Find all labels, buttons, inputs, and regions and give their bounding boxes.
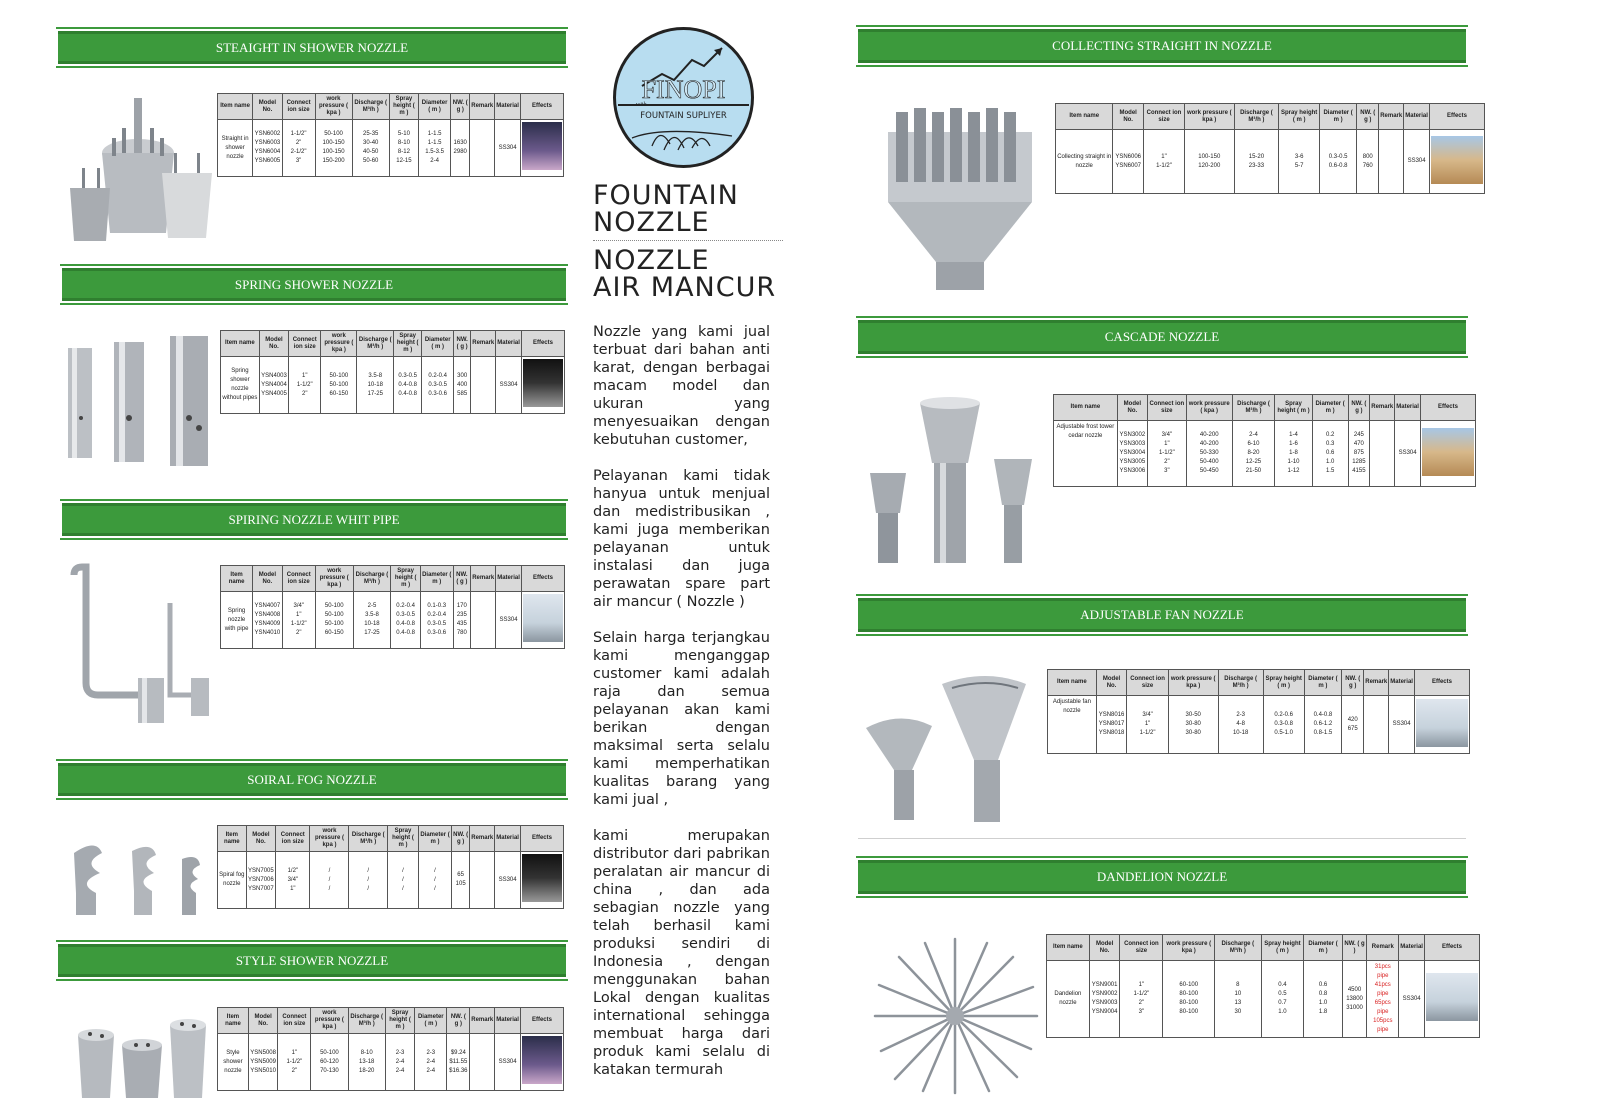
- product-photo: [862, 393, 1047, 571]
- spray-cell: 0.3-0.5 0.4-0.8 0.4-0.8: [394, 357, 422, 414]
- col-header: Remark: [471, 331, 496, 357]
- col-header: Material: [495, 94, 521, 120]
- col-header: Model No.: [1096, 670, 1127, 696]
- product-photo: [62, 823, 212, 921]
- col-header: Diameter ( m ): [418, 94, 450, 120]
- col-header: Spray height ( m ): [394, 331, 422, 357]
- col-header: Material: [495, 1008, 521, 1034]
- section-title: SOIRAL FOG NOZZLE: [247, 771, 377, 787]
- model-cell: YSN3002 YSN3003 YSN3004 YSN3005 YSN3006: [1117, 421, 1147, 487]
- connect-cell: 1" 1-1/2" 2" 3": [1120, 961, 1163, 1038]
- col-header: Remark: [1367, 935, 1399, 961]
- col-header: NW. ( g ): [452, 826, 470, 852]
- spray-cell: / / /: [388, 852, 419, 909]
- effect-thumbnail: [1416, 699, 1468, 747]
- logo: [612, 26, 755, 169]
- section-banner: [58, 763, 566, 796]
- effects-cell: [521, 357, 564, 414]
- col-header: work pressure ( kpa ): [1185, 104, 1234, 130]
- spray-cell: 3-6 5-7: [1279, 130, 1320, 194]
- section-title: DANDELION NOZZLE: [1096, 869, 1228, 884]
- col-header: Material: [1404, 104, 1430, 130]
- col-header: Effects: [1429, 104, 1484, 130]
- col-header: Connect ion size: [289, 331, 321, 357]
- page-subtitle-line2: AIR MANCUR: [593, 272, 777, 303]
- product-photo: [862, 670, 1044, 828]
- col-header: Diameter ( m ): [422, 331, 454, 357]
- connect-cell: 3/4" 1" 1-1/2" 2" 3": [1147, 421, 1186, 487]
- diameter-cell: 0.2-0.4 0.3-0.5 0.3-0.6: [422, 357, 454, 414]
- col-header: Discharge ( M³/h ): [1215, 935, 1261, 961]
- discharge-cell: 25-35 30-40 40-50 50-60: [352, 120, 389, 177]
- col-header: Material: [1395, 395, 1421, 421]
- product-photo: [62, 328, 214, 468]
- col-header: Item name: [1047, 935, 1090, 961]
- col-header: Discharge ( M³/h ): [352, 94, 389, 120]
- col-header: Model No.: [1117, 395, 1147, 421]
- col-header: Discharge ( M³/h ): [1218, 670, 1263, 696]
- table-row: [1054, 421, 1476, 487]
- col-header: NW. ( g ): [1357, 104, 1379, 130]
- section-title: COLLECTING STRAIGHT IN NOZZLE: [1052, 38, 1272, 53]
- col-header: Remark: [1379, 104, 1404, 130]
- col-header: Item name: [218, 94, 253, 120]
- spray-cell: 0.4 0.5 0.7 1.0: [1261, 961, 1304, 1038]
- col-header: Spray height ( m ): [1263, 670, 1304, 696]
- effects-cell: [1420, 421, 1475, 487]
- model-cell: YSN4003 YSN4004 YSN4005: [259, 357, 288, 414]
- col-header: Remark: [1370, 395, 1395, 421]
- col-header: work pressure ( kpa ): [315, 94, 352, 120]
- col-header: Diameter ( m ): [1319, 104, 1356, 130]
- spray-cell: 2-3 2-4 2-4: [385, 1034, 414, 1091]
- diameter-cell: 0.6 0.8 1.0 1.8: [1304, 961, 1342, 1038]
- item-name-cell: Style shower nozzle: [218, 1034, 249, 1091]
- nw-cell: 4500 13800 31000: [1342, 961, 1367, 1038]
- table-row: [221, 592, 565, 649]
- col-header: Spray height ( m ): [389, 94, 418, 120]
- section-banner: [58, 944, 566, 977]
- model-cell: YSN7005 YSN7006 YSN7007: [246, 852, 276, 909]
- col-header: Spray height ( m ): [1279, 104, 1320, 130]
- table-row: [218, 1034, 564, 1091]
- section-title: SPIRING NOZZLE WHIT PIPE: [228, 511, 400, 527]
- product-photo: [62, 93, 214, 245]
- section-banner: [58, 31, 566, 64]
- col-header: Material: [1389, 670, 1415, 696]
- section-banner: [62, 268, 566, 301]
- material-cell: SS304: [1389, 696, 1415, 754]
- effect-thumbnail: [523, 594, 563, 642]
- spec-table: [1055, 103, 1485, 194]
- col-header: Diameter ( m ): [1304, 935, 1342, 961]
- effects-cell: [1414, 696, 1469, 754]
- effect-thumbnail: [1426, 973, 1478, 1021]
- diameter-cell: 0.1-0.3 0.2-0.4 0.3-0.5 0.3-0.6: [421, 592, 454, 649]
- table-row: [218, 852, 564, 909]
- col-header: Discharge ( M³/h ): [1234, 104, 1279, 130]
- col-header: Discharge ( M³/h ): [349, 826, 388, 852]
- nw-cell: 1630 2980: [451, 120, 470, 177]
- col-header: Effects: [520, 826, 563, 852]
- col-header: Item name: [218, 1008, 249, 1034]
- effects-cell: [1429, 130, 1484, 194]
- effect-thumbnail: [522, 854, 562, 902]
- col-header: Remark: [470, 1008, 495, 1034]
- col-header: Effects: [520, 1008, 563, 1034]
- section-banner: [858, 598, 1466, 632]
- remark-cell: [471, 592, 496, 649]
- material-cell: SS304: [1399, 961, 1425, 1038]
- remark-cell: 31pcs pipe 41pcs pipe 65pcs pipe 105pcs pipe: [1367, 961, 1399, 1038]
- col-header: Diameter ( m ): [1312, 395, 1348, 421]
- col-header: work pressure ( kpa ): [310, 826, 349, 852]
- discharge-cell: 8 10 13 30: [1215, 961, 1261, 1038]
- col-header: Remark: [470, 826, 495, 852]
- spray-cell: 0.2-0.6 0.3-0.8 0.5-1.0: [1263, 696, 1304, 754]
- effect-thumbnail: [1422, 428, 1474, 476]
- diameter-cell: / / /: [418, 852, 451, 909]
- col-header: work pressure ( kpa ): [321, 331, 357, 357]
- col-header: Item name: [218, 826, 247, 852]
- pressure-cell: 50-100 100-150 100-150 150-200: [315, 120, 352, 177]
- col-header: Effects: [521, 566, 564, 592]
- section-title: ADJUSTABLE FAN NOZZLE: [1080, 607, 1244, 622]
- pressure-cell: 60-100 80-100 80-100 80-100: [1163, 961, 1215, 1038]
- col-header: Discharge ( M³/h ): [348, 1008, 385, 1034]
- col-header: NW. ( g ): [451, 94, 470, 120]
- col-header: Connect ion size: [282, 566, 315, 592]
- item-name-cell: Adjustable fan nozzle: [1048, 696, 1097, 754]
- col-header: NW. ( g ): [1348, 395, 1370, 421]
- diameter-cell: 0.2 0.3 0.6 1.0 1.5: [1312, 421, 1348, 487]
- col-header: Remark: [1364, 670, 1389, 696]
- material-cell: SS304: [496, 357, 522, 414]
- col-header: Model No.: [246, 826, 276, 852]
- spec-table: [1046, 934, 1480, 1038]
- spec-table: [220, 330, 565, 414]
- effects-cell: [1424, 961, 1479, 1038]
- discharge-cell: 8-10 13-18 18-20: [348, 1034, 385, 1091]
- pressure-cell: 100-150 120-200: [1185, 130, 1234, 194]
- nw-cell: 65 105: [452, 852, 470, 909]
- spec-table: [1053, 394, 1476, 487]
- col-header: Connect ion size: [1120, 935, 1163, 961]
- col-header: Discharge ( M³/h ): [357, 331, 394, 357]
- item-name-cell: Adjustable frost tower cedar nozzle: [1054, 421, 1118, 487]
- col-header: Model No.: [259, 331, 288, 357]
- pressure-cell: 40-200 40-200 50-330 50-400 50-450: [1186, 421, 1232, 487]
- diameter-cell: 0.4-0.8 0.6-1.2 0.8-1.5: [1304, 696, 1341, 754]
- item-name-cell: Dandelion nozzle: [1047, 961, 1090, 1038]
- col-header: Diameter ( m ): [421, 566, 454, 592]
- discharge-cell: 15-20 23-33: [1234, 130, 1279, 194]
- col-header: Item name: [221, 566, 253, 592]
- col-header: Item name: [1054, 395, 1118, 421]
- spray-cell: 5-10 8-10 8-12 12-15: [389, 120, 418, 177]
- section-title: CASCADE NOZZLE: [1104, 329, 1220, 344]
- col-header: Effects: [521, 331, 564, 357]
- remark-cell: [470, 1034, 495, 1091]
- remark-cell: [470, 852, 495, 909]
- effects-cell: [520, 120, 563, 177]
- col-header: work pressure ( kpa ): [1186, 395, 1232, 421]
- logo-tagline: FOUNTAIN SUPLIYER: [640, 111, 727, 121]
- item-name-cell: Spring shower nozzle without pipes: [221, 357, 260, 414]
- col-header: work pressure ( kpa ): [315, 566, 353, 592]
- model-cell: YSN5008 YSN5009 YSN5010: [248, 1034, 277, 1091]
- spray-cell: 0.2-0.4 0.3-0.5 0.4-0.8 0.4-0.8: [391, 592, 421, 649]
- spec-table: [217, 1007, 564, 1091]
- item-name-cell: Collecting straight in nozzle: [1056, 130, 1113, 194]
- col-header: Diameter ( m ): [415, 1008, 447, 1034]
- col-header: NW. ( g ): [1342, 670, 1364, 696]
- discharge-cell: 3.5-8 10-18 17-25: [357, 357, 394, 414]
- col-header: Model No.: [1113, 104, 1143, 130]
- effects-cell: [520, 1034, 563, 1091]
- pressure-cell: 50-100 50-100 50-100 60-150: [315, 592, 353, 649]
- spec-table: [217, 93, 564, 177]
- section-title: STEAIGHT IN SHOWER NOZZLE: [215, 39, 409, 55]
- col-header: Effects: [1420, 395, 1475, 421]
- discharge-cell: 2-3 4-8 10-18: [1218, 696, 1263, 754]
- col-header: Connect ion size: [1127, 670, 1169, 696]
- model-cell: YSN9001 YSN9002 YSN9003 YSN9004: [1089, 961, 1120, 1038]
- effects-cell: [520, 852, 563, 909]
- col-header: work pressure ( kpa ): [1168, 670, 1218, 696]
- remark-cell: [470, 120, 495, 177]
- col-header: Discharge ( M³/h ): [353, 566, 391, 592]
- spec-table: [217, 825, 564, 909]
- table-row: [221, 357, 565, 414]
- col-header: Model No.: [248, 1008, 277, 1034]
- col-header: Connect ion size: [1143, 104, 1184, 130]
- col-header: Item name: [1048, 670, 1097, 696]
- nw-cell: 245 470 875 1285 4155: [1348, 421, 1370, 487]
- col-header: Connect ion size: [1147, 395, 1186, 421]
- col-header: Material: [495, 826, 521, 852]
- section-banner: [858, 860, 1466, 894]
- col-header: Connect ion size: [282, 94, 315, 120]
- col-header: Connect ion size: [278, 1008, 311, 1034]
- col-header: NW. ( g ): [1342, 935, 1367, 961]
- material-cell: SS304: [495, 120, 521, 177]
- effect-thumbnail: [522, 122, 562, 170]
- col-header: Discharge ( M³/h ): [1232, 395, 1275, 421]
- remark-cell: [1379, 130, 1404, 194]
- section-banner: [858, 320, 1466, 354]
- connect-cell: 1" 1-1/2" 2": [289, 357, 321, 414]
- col-header: Spray height ( m ): [1275, 395, 1312, 421]
- product-photo: [66, 563, 216, 729]
- col-header: Model No.: [1089, 935, 1120, 961]
- remark-cell: [471, 357, 496, 414]
- col-header: Diameter ( m ): [1304, 670, 1341, 696]
- nw-cell: $9.24 $11.55 $16.36: [447, 1034, 470, 1091]
- material-cell: SS304: [495, 852, 521, 909]
- col-header: Spray height ( m ): [1261, 935, 1304, 961]
- paragraph: kami merupakan distributor dari pabrikan peralatan air mancur di china , dan ada sebagian nozzle yang telah berhasil kami produksi sendiri di Indonesia , dengan menggunakan bahan Lokal dengan kualitas international sehingga membuat harga dari produk kami selalu di katakan termurah: [593, 828, 770, 1078]
- col-header: Material: [496, 331, 522, 357]
- col-header: Spray height ( m ): [388, 826, 419, 852]
- model-cell: YSN6002 YSN6003 YSN6004 YSN6005: [253, 120, 282, 177]
- col-header: Remark: [470, 94, 495, 120]
- divider: [593, 240, 783, 241]
- product-photo: [880, 102, 1040, 292]
- col-header: Effects: [1414, 670, 1469, 696]
- spec-table: [220, 565, 565, 649]
- col-header: Material: [1399, 935, 1425, 961]
- material-cell: SS304: [495, 1034, 521, 1091]
- table-row: [218, 120, 564, 177]
- col-header: Material: [496, 566, 522, 592]
- connect-cell: 1" 1-1/2" 2": [278, 1034, 311, 1091]
- pressure-cell: 30-50 30-80 30-80: [1168, 696, 1218, 754]
- connect-cell: 1-1/2" 2" 2-1/2" 3": [282, 120, 315, 177]
- pressure-cell: 50-100 50-100 60-150: [321, 357, 357, 414]
- divider: [858, 838, 1466, 839]
- model-cell: YSN8016 YSN8017 YSN8018: [1096, 696, 1127, 754]
- col-header: Effects: [1424, 935, 1479, 961]
- page-title-line2: NOZZLE: [593, 207, 710, 238]
- col-header: work pressure ( kpa ): [311, 1008, 348, 1034]
- material-cell: SS304: [496, 592, 522, 649]
- table-row: [1056, 130, 1485, 194]
- section-title: STYLE SHOWER NOZZLE: [235, 952, 389, 968]
- remark-cell: [1364, 696, 1389, 754]
- section-title: SPRING SHOWER NOZZLE: [234, 276, 394, 292]
- diameter-cell: 1-1.5 1-1.5 1.5-3.5 2-4: [418, 120, 450, 177]
- page-title-line1: FOUNTAIN: [593, 180, 739, 211]
- section-banner: [858, 29, 1466, 63]
- pressure-cell: / / /: [310, 852, 349, 909]
- table-row: [1048, 696, 1470, 754]
- nw-cell: 420 675: [1342, 696, 1364, 754]
- col-header: work pressure ( kpa ): [1163, 935, 1215, 961]
- col-header: Model No.: [253, 94, 282, 120]
- model-cell: YSN4007 YSN4008 YSN4009 YSN4010: [253, 592, 282, 649]
- connect-cell: 3/4" 1" 1-1/2" 2": [282, 592, 315, 649]
- col-header: NW. ( g ): [447, 1008, 470, 1034]
- col-header: Spray height ( m ): [391, 566, 421, 592]
- model-cell: YSN6006 YSN6007: [1113, 130, 1143, 194]
- nw-cell: 800 760: [1357, 130, 1379, 194]
- nw-cell: 300 400 585: [454, 357, 471, 414]
- effect-thumbnail: [522, 1036, 562, 1084]
- connect-cell: 3/4" 1" 1-1/2": [1127, 696, 1169, 754]
- col-header: Effects: [520, 94, 563, 120]
- col-header: Item name: [221, 331, 260, 357]
- col-header: Spray height ( m ): [385, 1008, 414, 1034]
- col-header: Item name: [1056, 104, 1113, 130]
- table-row: [1047, 961, 1480, 1038]
- page-subtitle-line1: NOZZLE: [593, 245, 710, 276]
- connect-cell: 1/2" 3/4" 1": [276, 852, 310, 909]
- paragraph: Selain harga terjangkau kami menganggap customer kami adalah raja dan semua pelayanan akan kami berikan dengan maksimal serta selalu kami memperhatikan kualitas barang yang kami jual ,: [593, 630, 770, 808]
- discharge-cell: 2-5 3.5-8 10-18 17-25: [353, 592, 391, 649]
- remark-cell: [1370, 421, 1395, 487]
- col-header: NW. ( g ): [453, 566, 471, 592]
- description: [593, 323, 770, 1097]
- spec-table: [1047, 669, 1470, 754]
- item-name-cell: Straight in shower nozzle: [218, 120, 253, 177]
- item-name-cell: Spring nozzle with pipe: [221, 592, 253, 649]
- product-photo: [865, 933, 1045, 1099]
- effect-thumbnail: [1431, 136, 1483, 184]
- discharge-cell: 2-4 6-10 8-20 12-25 21-50: [1232, 421, 1275, 487]
- material-cell: SS304: [1395, 421, 1421, 487]
- diameter-cell: 0.3-0.5 0.6-0.8: [1319, 130, 1356, 194]
- pressure-cell: 50-100 60-120 70-130: [311, 1034, 348, 1091]
- nw-cell: 170 235 435 780: [453, 592, 471, 649]
- center-column: [593, 182, 783, 301]
- discharge-cell: / / /: [349, 852, 388, 909]
- paragraph: Pelayanan kami tidak hanyua untuk menjual dan medistribusikan , kami juga memberikan pelayanan untuk instalasi dan juga perawatan spare part air mancur ( Nozzle ): [593, 468, 770, 610]
- col-header: Diameter ( m ): [418, 826, 451, 852]
- spray-cell: 1-4 1-6 1-8 1-10 1-12: [1275, 421, 1312, 487]
- col-header: Remark: [471, 566, 496, 592]
- product-photo: [58, 1005, 214, 1098]
- section-banner: [62, 503, 566, 536]
- effects-cell: [521, 592, 564, 649]
- logo-brand: FINOPI: [641, 75, 726, 104]
- col-header: Connect ion size: [276, 826, 310, 852]
- col-header: NW. ( g ): [454, 331, 471, 357]
- diameter-cell: 2-3 2-4 2-4: [415, 1034, 447, 1091]
- material-cell: SS304: [1404, 130, 1430, 194]
- paragraph: Nozzle yang kami jual terbuat dari bahan anti karat, dengan berbagai macam model dan ukuran yang menyesuaikan dengan kebutuhan customer,: [593, 324, 770, 448]
- col-header: Model No.: [253, 566, 282, 592]
- item-name-cell: Spiral fog nozzle: [218, 852, 247, 909]
- connect-cell: 1" 1-1/2": [1143, 130, 1184, 194]
- effect-thumbnail: [523, 359, 563, 407]
